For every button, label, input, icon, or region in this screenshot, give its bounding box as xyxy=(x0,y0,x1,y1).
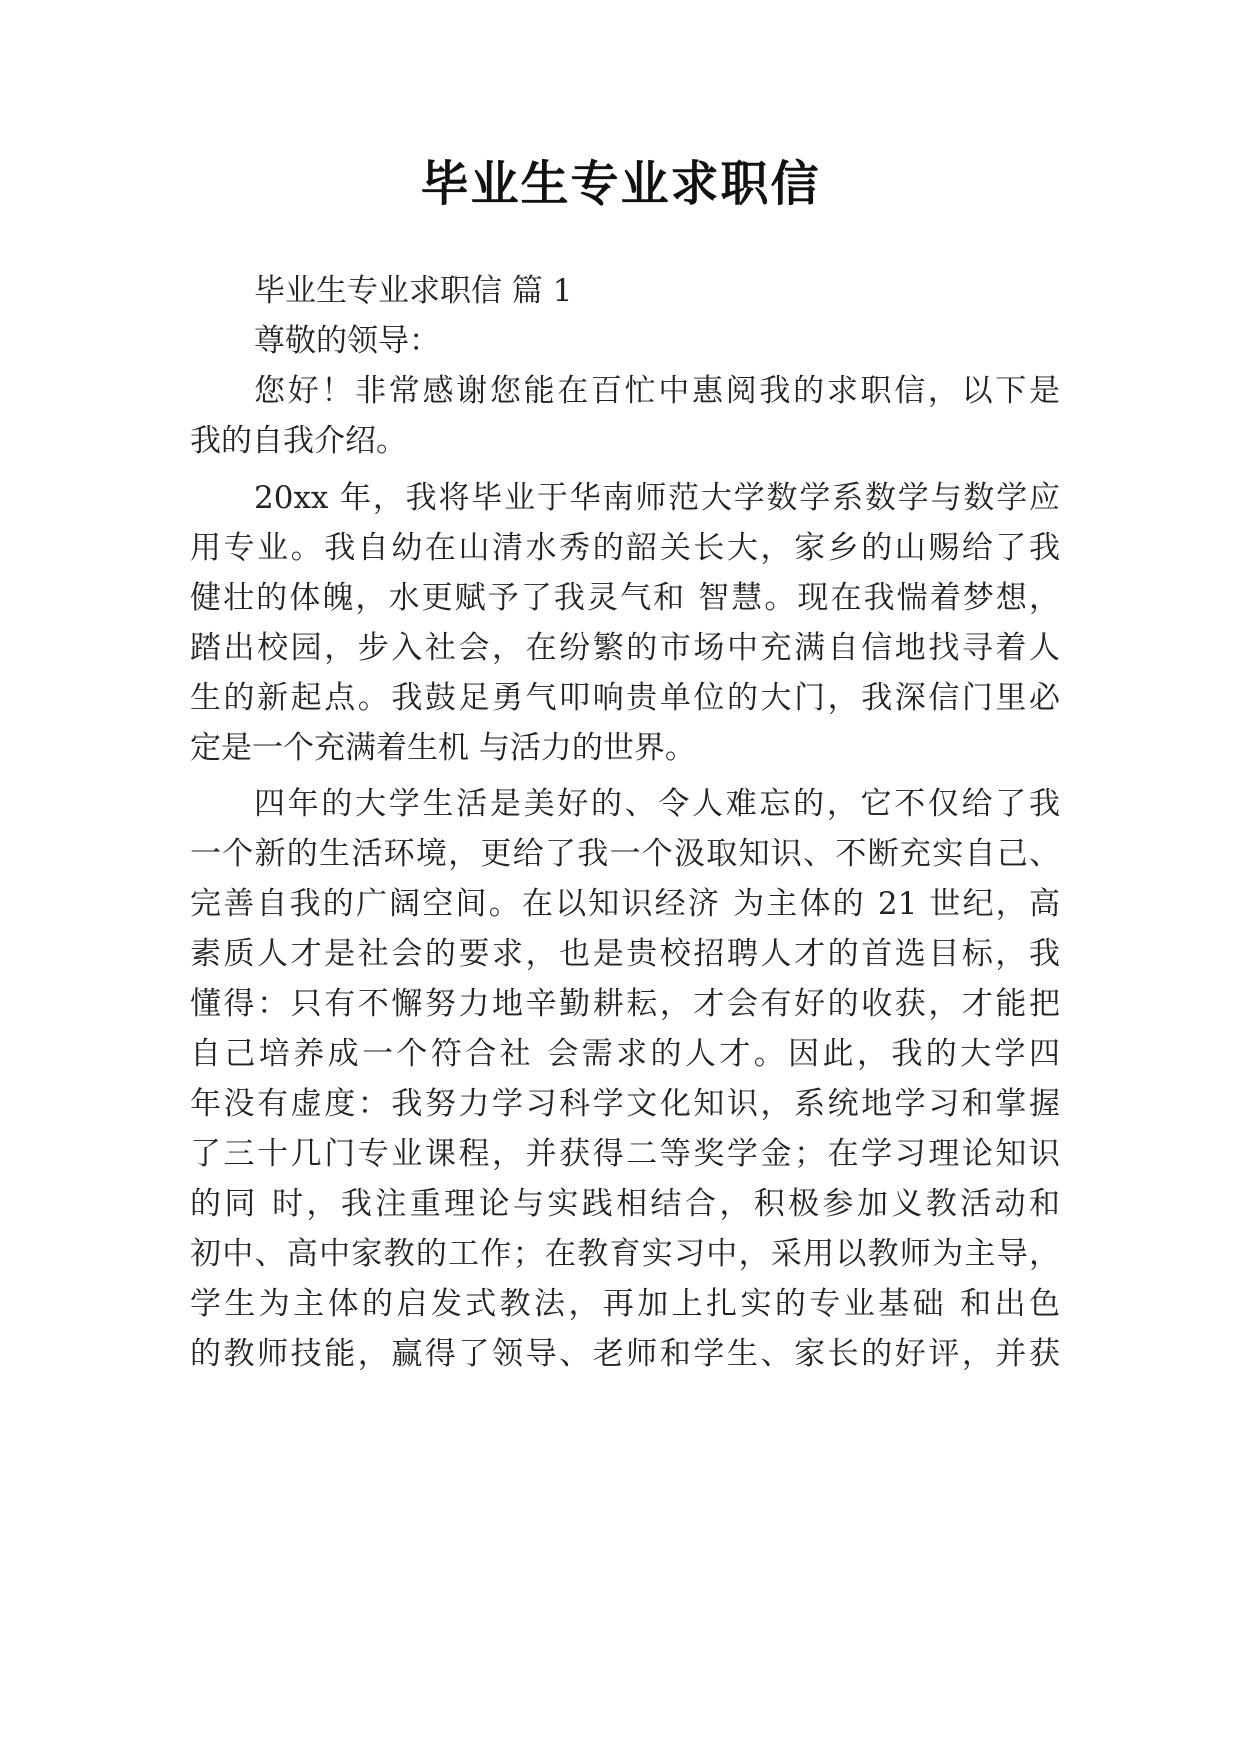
paragraph-line: 素质人才是社会的要求，也是贵校招聘人才的首选目标，我 xyxy=(190,936,1060,972)
paragraph-line: 20xx 年，我将毕业于华南师范大学数学系数学与数学应 xyxy=(254,480,1060,516)
paragraph-line: 用专业。我自幼在山清水秀的韶关长大，家乡的山赐给了我 xyxy=(190,530,1060,566)
document-title: 毕业生专业求职信 xyxy=(420,156,821,212)
salutation: 尊敬的领导： xyxy=(254,323,440,359)
paragraph-line: 健壮的体魄，水更赋予了我灵气和 智慧。现在我惴着梦想， xyxy=(190,580,1060,616)
paragraph-line: 学生为主体的启发式教法，再加上扎实的专业基础 和出色 xyxy=(190,1286,1060,1322)
section-heading: 毕业生专业求职信 篇 1 xyxy=(254,273,573,309)
paragraph-line: 懂得：只有不懈努力地辛勤耕耘，才会有好的收获，才能把 xyxy=(190,986,1060,1022)
paragraph-line: 您好！非常感谢您能在百忙中惠阅我的求职信，以下是 xyxy=(254,373,1060,409)
paragraph-line: 一个新的生活环境，更给了我一个汲取知识、不断充实自己、 xyxy=(190,836,1060,872)
paragraph-line: 初中、高中家教的工作；在教育实习中，采用以教师为主导， xyxy=(190,1236,1060,1272)
paragraph-line: 完善自我的广阔空间。在以知识经济 为主体的 21 世纪，高 xyxy=(190,886,1060,922)
paragraph-line: 踏出校园，步入社会，在纷繁的市场中充满自信地找寻着人 xyxy=(190,630,1060,666)
paragraph-line: 年没有虚度：我努力学习科学文化知识，系统地学习和掌握 xyxy=(190,1086,1060,1122)
paragraph-line: 的同 时，我注重理论与实践相结合，积极参加义教活动和 xyxy=(190,1186,1060,1222)
paragraph-line: 的教师技能，赢得了领导、老师和学生、家长的好评，并获 xyxy=(190,1336,1060,1372)
paragraph-line: 自己培养成一个符合社 会需求的人才。因此，我的大学四 xyxy=(190,1036,1060,1072)
paragraph-line: 定是一个充满着生机 与活力的世界。 xyxy=(190,730,696,766)
paragraph-line: 生的新起点。我鼓足勇气叩响贵单位的大门，我深信门里必 xyxy=(190,680,1060,716)
paragraph-line: 四年的大学生活是美好的、令人难忘的，它不仅给了我 xyxy=(254,786,1060,822)
paragraph-line: 了三十几门专业课程，并获得二等奖学金；在学习理论知识 xyxy=(190,1136,1060,1172)
paragraph-line: 我的自我介绍。 xyxy=(190,423,407,459)
